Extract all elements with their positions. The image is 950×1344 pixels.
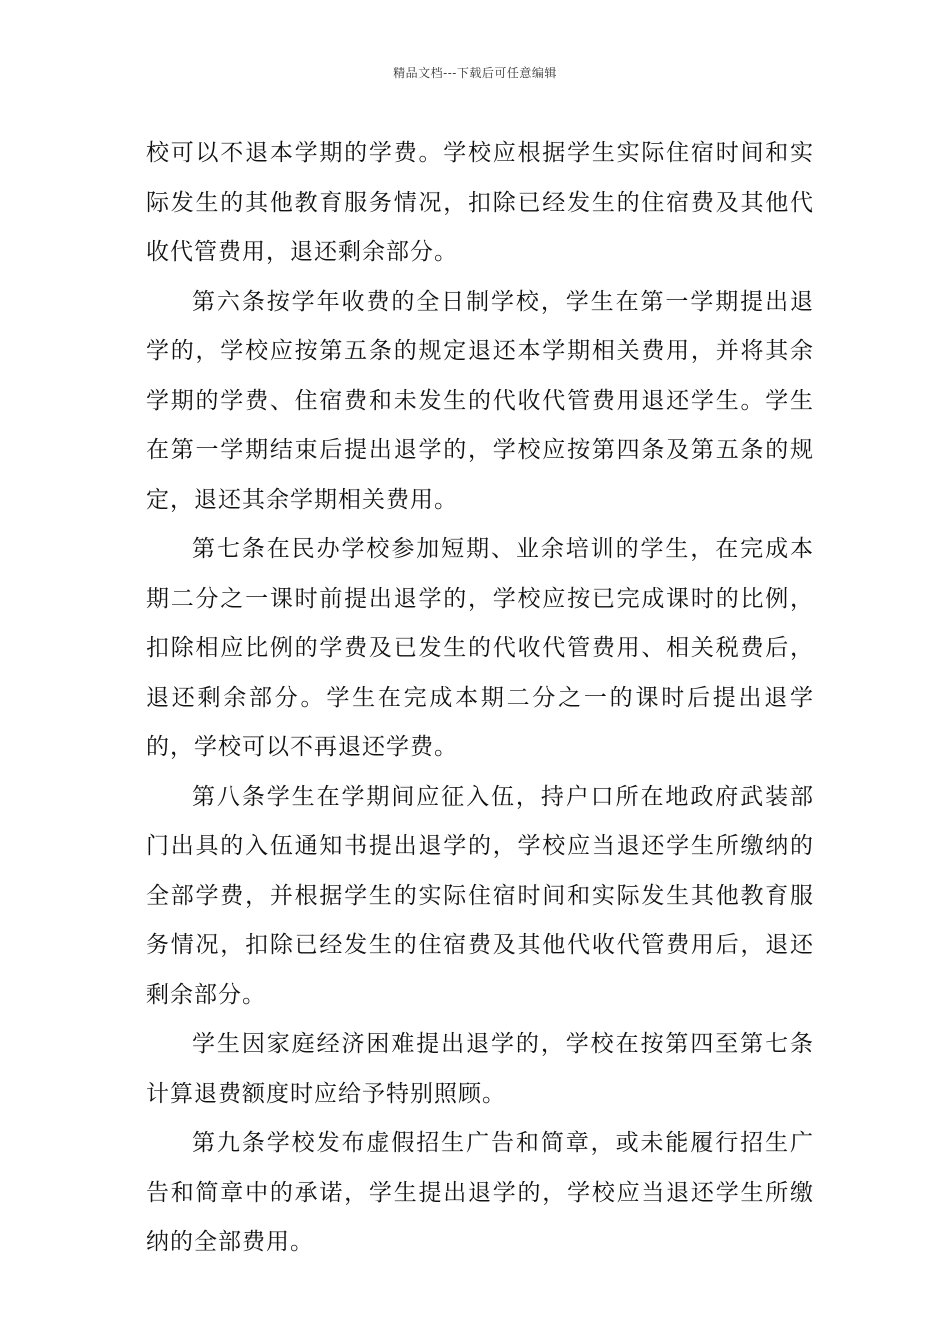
paragraph-continuation: 校可以不退本学期的学费。学校应根据学生实际住宿时间和实际发生的其他教育服务情况，扣除已经发生的住宿费及其他代收代管费用，退还剩余部分。 — [146, 140, 814, 265]
document-body — [146, 129, 814, 1268]
paragraph-article-7: 第七条在民办学校参加短期、业余培训的学生，在完成本期二分之一课时前提出退学的，学校应按已完成课时的比例，扣除相应比例的学费及已发生的代收代管费用、相关税费后，退还剩余部分。学生在完成本期二分之一的课时后提出退学的，学校可以不再退还学费。 — [146, 536, 814, 760]
paragraph-article-6: 第六条按学年收费的全日制学校，学生在第一学期提出退学的，学校应按第五条的规定退还本学期相关费用，并将其余学期的学费、住宿费和未发生的代收代管费用退还学生。学生在第一学期结束后提出退学的，学校应按第四条及第五条的规定，退还其余学期相关费用。 — [146, 288, 814, 513]
paragraph-hardship: 学生因家庭经济困难提出退学的，学校在按第四至第七条计算退费额度时应给予特别照顾。 — [146, 1031, 814, 1107]
page-header: 精品文档---下载后可任意编辑 — [393, 66, 557, 80]
paragraph-article-9: 第九条学校发布虚假招生广告和简章，或未能履行招生广告和简章中的承诺，学生提出退学的，学校应当退还学生所缴纳的全部费用。 — [146, 1130, 814, 1255]
paragraph-article-8: 第八条学生在学期间应征入伍，持户口所在地政府武装部门出具的入伍通知书提出退学的，学校应当退还学生所缴纳的全部学费，并根据学生的实际住宿时间和实际发生其他教育服务情况，扣除已经发生的住宿费及其他代收代管费用后，退还剩余部分。 — [146, 783, 814, 1008]
